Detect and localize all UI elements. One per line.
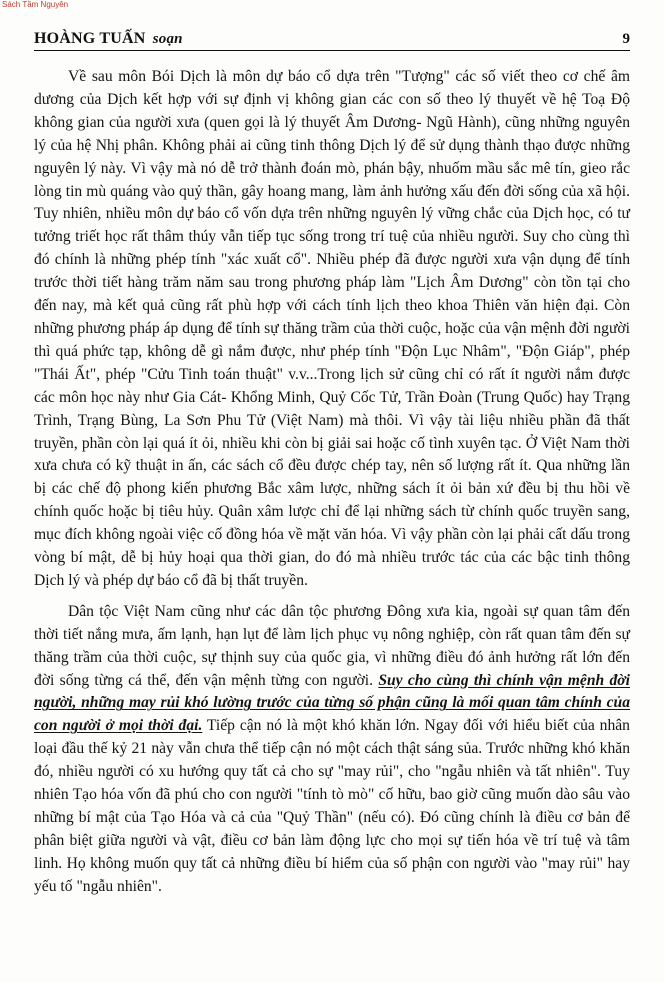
paragraph-2-rest: Tiếp cận nó là một khó khăn lớn. Ngay đối với hiểu biết của nhân loại đầu thế kỷ 21 này vẫn chưa thể tiếp cận nó một cách thật sáng sủa. Trước những khó khăn đó, nhiều người có xu hướng quy tất cả cho sự "may rủi", cho "ngẫu nhiên và tất nhiên". Tuy nhiên Tạo hóa vốn đã phú cho con người "tính tò mò" cố hữu, bao giờ cũng muốn dào sâu vào những bí mật của Tạo Hóa và cả của "Quỷ Thần" (nếu có). Đó cũng chính là điều cơ bản để phân biệt giữa người và vật, điều cơ bản làm động lực cho mọi sự tiến hóa về trí tuệ và tâm linh. Họ không muốn quy tất cả những điều bí hiểm của số phận con người vào "may rủi" hay yếu tố "ngẫu nhiên". — [34, 717, 630, 895]
corner-watermark: Sách Tầm Nguyên — [2, 0, 69, 9]
paragraph-2 — [34, 601, 630, 899]
page-number: 9 — [622, 31, 630, 47]
running-header — [34, 26, 630, 48]
author-role: soạn — [152, 31, 183, 47]
paragraph-1: Về sau môn Bói Dịch là môn dự báo cổ dựa trên "Tượng" các số viết theo cơ chế âm dương của Dịch kết hợp với sự định vị không gian các con số theo lý thuyết về hệ Toạ Độ không gian của người xưa (quen gọi là lý thuyết Âm Dương- Ngũ Hành), cũng những nguyên lý của hệ Nhị phân. Không phải ai cũng tinh thông Dịch lý để sử dụng thành thạo được những nguyên lý này. Vì vậy mà nó dễ trở thành đoán mò, phán bậy, nhuốm mầu sắc mê tín, gieo rắc lòng tin mù quáng vào quỷ thần, gây hoang mang, làm ảnh hưởng xấu đến đời sống của xã hội. Tuy nhiên, nhiều môn dự báo cổ vốn dựa trên những nguyên lý vững chắc của Dịch học, có tư tưởng triết học rất thâm thúy vẫn tiếp tục sống trong trí tuệ của nhiều người. Suy cho cùng thì đó chính là những phép tính "xác xuất cổ". Nhiều phép đã được người xưa vận dụng để tính trước thời tiết hàng trăm năm sau trong phương pháp làm "Lịch Âm Dương" còn tồn tại cho đến nay, mà kết quả cũng rất phù hợp với cách tính lịch theo khoa Thiên văn hiện đại. Còn những phương pháp áp dụng để tính sự thăng trầm của thời cuộc, hoặc của vận mệnh đời người thì quá phức tạp, không dễ gì nắm được, như phép tính "Độn Lục Nhâm", "Độn Giáp", phép "Thái Ất", phép "Cửu Tinh toán thuật" v.v...Trong lịch sử cũng chỉ có rất ít người nắm được các môn học này như Gia Cát- Khổng Minh, Quỷ Cốc Tử, Trần Đoàn (Trung Quốc) hay Trạng Trình, Trạng Bùng, La Sơn Phu Tử (Việt Nam) mà thôi. Vì vậy tài liệu nhiều phần đã thất truyền, phần còn lại quá ít ỏi, nhiều khi còn bị giải sai hoặc cố tình xuyên tạc. Ở Việt Nam thời xưa chưa có kỹ thuật in ấn, các sách cổ đều được chép tay, nên số lượng rất ít. Qua những lần bị các chế độ phong kiến phương Bắc xâm lược, những sách ít ỏi bản xứ đều bị thu hồi về chính quốc hoặc bị tiêu hủy. Quân xâm lược chỉ để lại những sách từ chính quốc truyền sang, mục đích không ngoài việc cố đồng hóa về mặt văn hóa. Vì vậy phần còn lại phải cất dấu trong vòng bí mật, dễ bị hủy hoại qua thời gian, do đó mà nhiều trước tác của các bậc tinh thông Dịch lý và phép dự báo cổ đã bị thất truyền. — [34, 68, 630, 589]
paragraph-2-lead: Dân tộc Việt Nam cũng như các dân tộc phương Đông xưa kia, ngoài sự quan tâm đến thời tiết nắng mưa, ấm lạnh, hạn lụt để làm lịch phục vụ nông nghiệp, còn rất quan tâm đến sự thăng trầm của thời cuộc, sự thịnh suy của quốc gia, vì những điều đó ảnh hưởng rất lớn đến đời sống từng cá thể, đến vận mệnh từng con người. — [34, 602, 630, 689]
header-author — [34, 30, 183, 48]
page-body — [34, 66, 630, 907]
header-rule — [34, 50, 630, 51]
author-name: HOÀNG TUẤN — [34, 30, 146, 47]
paragraph-2-emphasis: Suy cho cùng thì chính vận mệnh đời người, những may rủi khó lường trước của từng số phận cũng là mối quan tâm chính của con người ở mọi thời đại. — [34, 671, 630, 735]
